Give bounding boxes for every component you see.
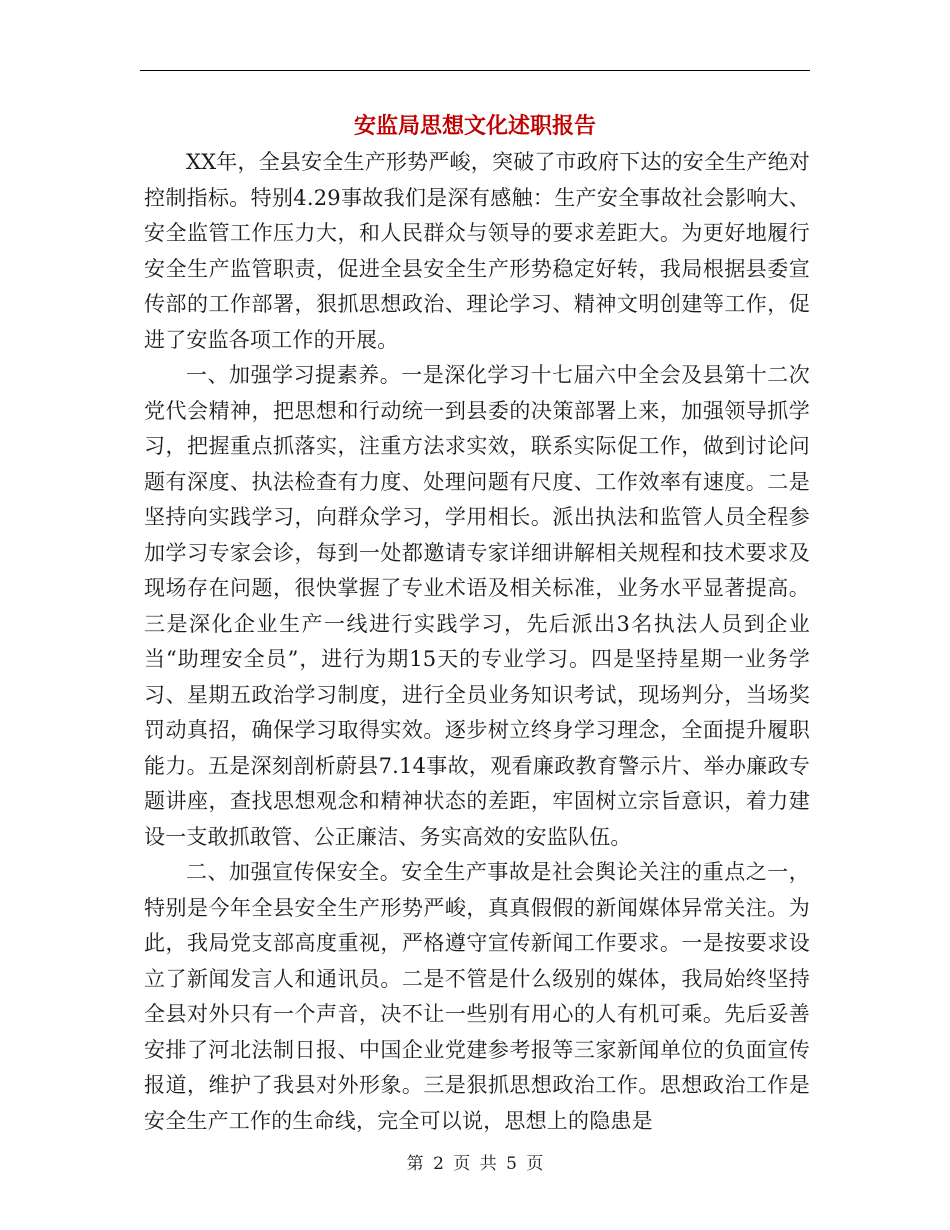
document-body: [144, 145, 810, 1139]
header-rule: [140, 70, 810, 71]
paragraph-intro: XX年，全县安全生产形势严峻，突破了市政府下达的安全生产绝对控制指标。特别4.29事故我们是深有感触：生产安全事故社会影响大、安全监管工作压力大，和人民群众与领导的要求差距大。为更好地履行安全生产监管职责，促进全县安全生产形势稳定好转，我局根据县委宣传部的工作部署，狠抓思想政治、理论学习、精神文明创建等工作，促进了安监各项工作的开展。: [144, 150, 810, 352]
paragraph-study: 一、加强学习提素养。一是深化学习十七届六中全会及县第十二次党代会精神，把思想和行动统一到县委的决策部署上来，加强领导抓学习，把握重点抓落实，注重方法求实效，联系实际促工作，做到讨论问题有深度、执法检查有力度、处理问题有尺度、工作效率有速度。二是坚持向实践学习，向群众学习，学用相长。派出执法和监管人员全程参加学习专家会诊，每到一处都邀请专家详细讲解相关规程和技术要求及现场存在问题，很快掌握了专业术语及相关标准，业务水平显著提高。三是深化企业生产一线进行实践学习，先后派出3名执法人员到企业当“助理安全员”，进行为期15天的专业学习。四是坚持星期一业务学习、星期五政治学习制度，进行全员业务知识考试，现场判分，当场奖罚动真招，确保学习取得实效。逐步树立终身学习理念，全面提升履职能力。五是深刻剖析蔚县7.14事故，观看廉政教育警示片、举办廉政专题讲座，查找思想观念和精神状态的差距，牢固树立宗旨意识，着力建设一支敢抓敢管、公正廉洁、务实高效的安监队伍。: [144, 363, 810, 849]
paragraph-publicity: 二、加强宣传保安全。安全生产事故是社会舆论关注的重点之一，特别是今年全县安全生产形势严峻，真真假假的新闻媒体异常关注。为此，我局党支部高度重视，严格遵守宣传新闻工作要求。一是按要求设立了新闻发言人和通讯员。二是不管是什么级别的媒体，我局始终坚持全县对外只有一个声音，决不让一些别有用心的人有机可乘。先后妥善安排了河北法制日报、中国企业党建参考报等三家新闻单位的负面宣传报道，维护了我县对外形象。三是狠抓思想政治工作。思想政治工作是安全生产工作的生命线，完全可以说，思想上的隐患是: [144, 860, 810, 1133]
page-number-footer: 第 2 页 共 5 页: [406, 1154, 544, 1174]
document-title: 安监局思想文化述职报告: [353, 113, 596, 139]
